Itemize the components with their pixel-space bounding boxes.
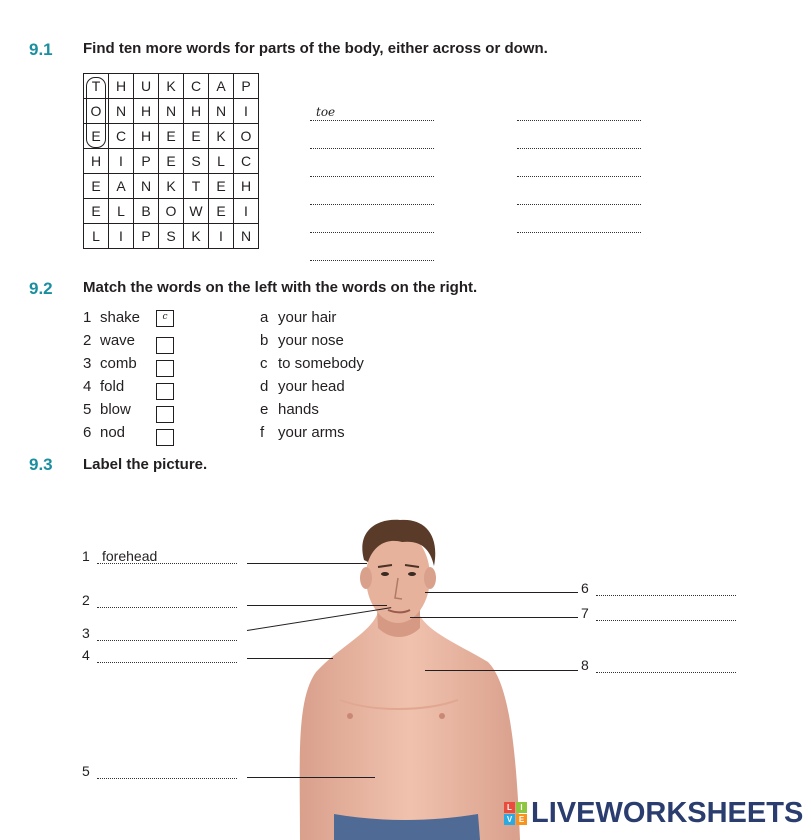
match-left-word: fold (100, 378, 125, 395)
grid-cell[interactable]: H (84, 149, 109, 174)
match-right-text: hands (278, 401, 319, 418)
match-left-word: nod (100, 424, 126, 441)
grid-cell[interactable]: L (109, 199, 134, 224)
leader-line (247, 563, 367, 564)
label-number: 2 (82, 592, 90, 608)
grid-cell[interactable]: N (234, 224, 259, 249)
match-answer-box[interactable] (156, 406, 174, 423)
match-right-text: to somebody (278, 355, 364, 372)
grid-cell[interactable]: P (134, 149, 159, 174)
logo-letter: L (504, 802, 515, 813)
label-number: 4 (82, 647, 90, 663)
grid-cell[interactable]: E (184, 124, 209, 149)
grid-cell[interactable]: K (184, 224, 209, 249)
grid-cell[interactable]: O (234, 124, 259, 149)
grid-cell[interactable]: T (84, 74, 109, 99)
match-number: 3 (83, 355, 92, 372)
exercise-number-9-2: 9.2 (29, 279, 53, 298)
logo-icon (504, 802, 527, 825)
match-right-text: your head (278, 378, 345, 395)
grid-cell[interactable]: I (209, 224, 234, 249)
match-left-word: blow (100, 401, 131, 418)
match-number: 4 (83, 378, 92, 395)
grid-row (84, 124, 259, 149)
grid-cell[interactable]: E (209, 199, 234, 224)
grid-cell[interactable]: K (159, 74, 184, 99)
grid-row (84, 174, 259, 199)
match-left-word: comb (100, 355, 137, 372)
leader-line (247, 605, 387, 606)
answer-line[interactable] (517, 232, 641, 233)
grid-cell[interactable]: L (209, 149, 234, 174)
leader-line (425, 670, 578, 671)
answer-example-toe: toe (316, 105, 336, 119)
word-search-grid (83, 73, 259, 249)
label-answer-line[interactable] (596, 595, 736, 596)
grid-cell[interactable]: P (234, 74, 259, 99)
logo-letter: E (516, 814, 527, 825)
grid-cell[interactable]: E (84, 124, 109, 149)
grid-cell[interactable]: U (134, 74, 159, 99)
grid-cell[interactable]: T (184, 174, 209, 199)
answer-line[interactable] (517, 176, 641, 177)
grid-cell[interactable]: H (184, 99, 209, 124)
exercise-instruction-9-2: Match the words on the left with the words on the right. (83, 279, 478, 296)
grid-cell[interactable]: C (109, 124, 134, 149)
match-right-text: your nose (278, 332, 344, 349)
match-right-text: your hair (278, 309, 337, 326)
match-right-letter: d (260, 378, 269, 395)
grid-cell[interactable]: N (159, 99, 184, 124)
answer-line[interactable] (517, 120, 641, 121)
match-number: 1 (83, 309, 92, 326)
label-number: 1 (82, 548, 90, 564)
label-answer-line[interactable] (97, 640, 237, 641)
answer-line[interactable] (517, 148, 641, 149)
label-number: 7 (581, 605, 589, 621)
label-answer-line[interactable] (596, 672, 736, 673)
grid-cell[interactable]: H (109, 74, 134, 99)
grid-row (84, 99, 259, 124)
grid-cell[interactable]: E (159, 149, 184, 174)
grid-cell[interactable]: N (209, 99, 234, 124)
label-answer-line[interactable] (97, 662, 237, 663)
label-number: 3 (82, 625, 90, 641)
match-right-letter: f (260, 424, 265, 441)
answer-line[interactable] (310, 204, 434, 205)
label-answer: forehead (102, 548, 158, 564)
grid-cell[interactable]: A (109, 174, 134, 199)
match-right-letter: a (260, 309, 269, 326)
grid-cell[interactable]: I (109, 149, 134, 174)
exercise-number-9-1: 9.1 (29, 40, 53, 59)
grid-cell[interactable]: H (134, 99, 159, 124)
logo-letter: V (504, 814, 515, 825)
leader-line (410, 617, 578, 618)
grid-cell[interactable]: A (209, 74, 234, 99)
grid-cell[interactable]: H (234, 174, 259, 199)
grid-cell[interactable]: N (134, 174, 159, 199)
grid-row (84, 149, 259, 174)
grid-cell[interactable]: C (234, 149, 259, 174)
logo-letter: I (516, 802, 527, 813)
match-left-word: shake (100, 309, 141, 326)
leader-line (425, 592, 578, 593)
grid-cell[interactable]: I (234, 199, 259, 224)
match-right-text: your arms (278, 424, 345, 441)
answer-line[interactable] (517, 204, 641, 205)
label-number: 5 (82, 763, 90, 779)
liveworksheets-logo (504, 797, 803, 830)
leader-line (247, 658, 333, 659)
label-number: 8 (581, 657, 589, 673)
exercise-instruction-9-1: Find ten more words for parts of the body, either across or down. (83, 40, 548, 57)
match-number: 5 (83, 401, 92, 418)
exercise-instruction-9-3: Label the picture. (83, 456, 208, 473)
grid-cell[interactable]: B (134, 199, 159, 224)
grid-cell[interactable]: E (84, 199, 109, 224)
answer-line[interactable] (310, 176, 434, 177)
match-answer-box[interactable] (156, 429, 174, 446)
label-answer-line[interactable] (596, 620, 736, 621)
grid-cell[interactable]: E (159, 124, 184, 149)
label-number: 6 (581, 580, 589, 596)
circled-word-toe (86, 77, 106, 148)
match-answer-box[interactable]: c (156, 310, 174, 327)
answer-line[interactable] (310, 232, 434, 233)
match-left-word: wave (100, 332, 136, 349)
exercise-number-9-3: 9.3 (29, 455, 53, 474)
grid-cell[interactable]: O (84, 99, 109, 124)
grid-cell[interactable]: O (159, 199, 184, 224)
match-right-letter: c (260, 355, 268, 372)
leader-line (247, 777, 375, 778)
grid-cell[interactable]: H (134, 124, 159, 149)
match-number: 2 (83, 332, 92, 349)
label-answer-line[interactable] (97, 778, 237, 779)
match-right-letter: b (260, 332, 269, 349)
grid-cell[interactable]: N (109, 99, 134, 124)
grid-cell[interactable]: L (84, 224, 109, 249)
grid-cell[interactable]: E (209, 174, 234, 199)
grid-cell[interactable]: W (184, 199, 209, 224)
label-answer-line[interactable] (97, 607, 237, 608)
brand-name: LIVEWORKSHEETS (531, 797, 804, 829)
grid-cell[interactable]: I (234, 99, 259, 124)
grid-row (84, 199, 259, 224)
grid-row (84, 224, 259, 249)
label-answer-line[interactable] (97, 563, 237, 564)
match-answer-box[interactable] (156, 360, 174, 377)
grid-cell[interactable]: K (209, 124, 234, 149)
match-answer-box[interactable] (156, 383, 174, 400)
answer-line[interactable] (310, 120, 434, 121)
match-answer-box[interactable] (156, 337, 174, 354)
grid-cell[interactable]: S (184, 149, 209, 174)
grid-cell[interactable]: C (184, 74, 209, 99)
grid-cell[interactable]: K (159, 174, 184, 199)
answer-line[interactable] (310, 148, 434, 149)
grid-cell[interactable]: P (134, 224, 159, 249)
match-right-letter: e (260, 401, 269, 418)
grid-cell[interactable]: S (159, 224, 184, 249)
grid-cell[interactable]: I (109, 224, 134, 249)
grid-row (84, 74, 259, 99)
body-illustration (0, 480, 811, 840)
answer-line[interactable] (310, 260, 434, 261)
match-number: 6 (83, 424, 92, 441)
grid-cell[interactable]: E (84, 174, 109, 199)
